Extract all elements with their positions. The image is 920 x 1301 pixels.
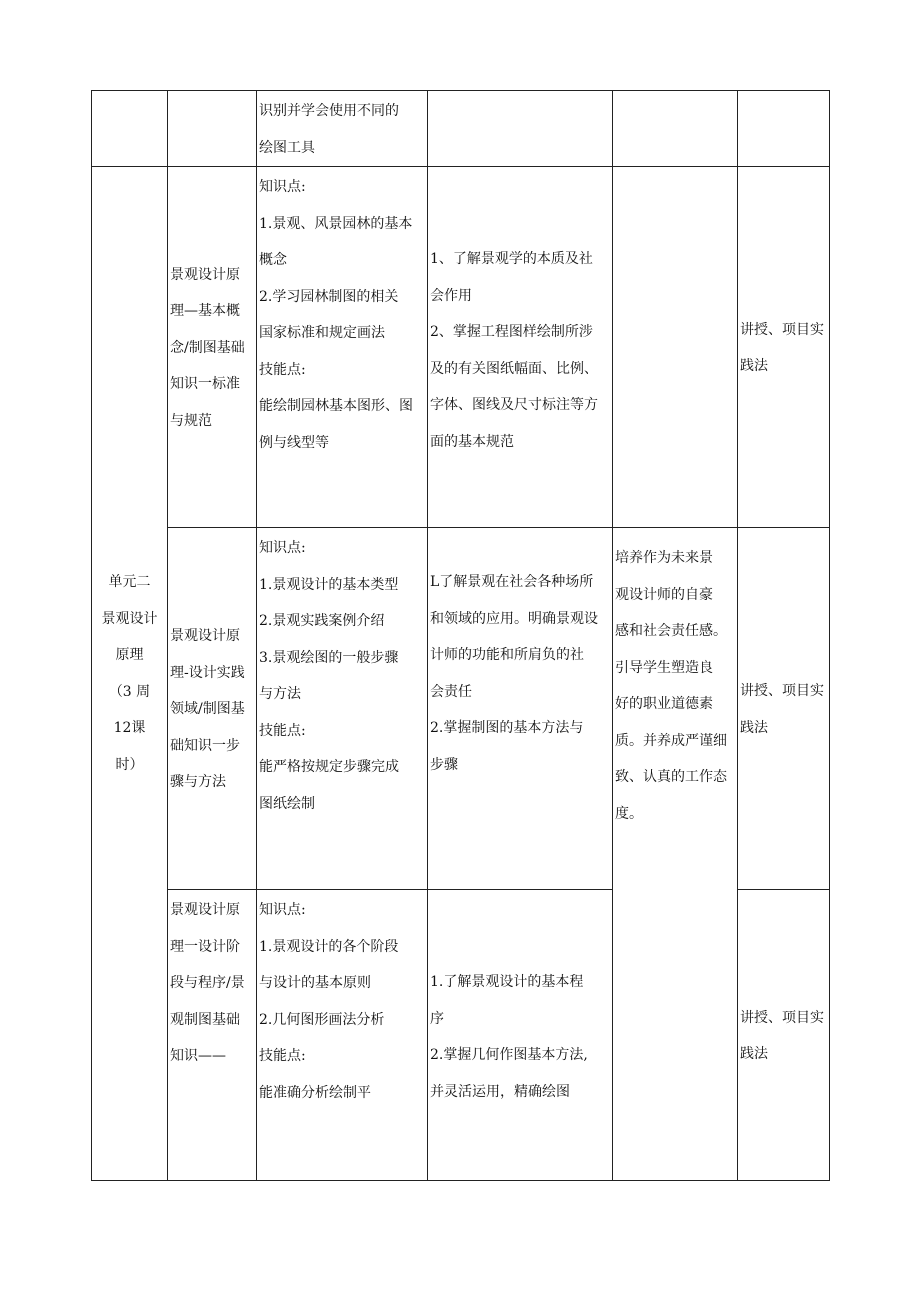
content-cell <box>257 91 428 167</box>
goal-cell <box>428 890 613 1181</box>
goal-cell <box>428 167 613 528</box>
topic-cell <box>168 167 257 528</box>
method-cell <box>738 528 830 890</box>
goal-text: 1、了解景观学的本质及社 会作用 2、掌握工程图样绘制所涉 及的有关图纸幅面、比例、 字体、图线及尺寸标注等方 面的基本规范 <box>430 251 598 450</box>
topic-cell <box>168 890 257 1181</box>
objective-text: 识别并学会使用不同的 绘图工具 <box>259 103 399 156</box>
table-row <box>92 528 830 890</box>
goal-text: L了解景观在社会各种场所 和领域的应用。明确景观设 计师的功能和所肩负的社 会责任 2.掌握制图的基本方法与 步骤 <box>430 574 598 773</box>
content-cell <box>257 167 428 528</box>
topic-cell-empty <box>168 91 257 167</box>
method-cell-empty <box>738 91 830 167</box>
unit-label: 单元二 景观设计 原理 （3 周 12课 时） <box>101 574 158 773</box>
method-cell <box>738 890 830 1181</box>
topic-text: 景观设计原 理-设计实践 领域/制图基 础知识一步 骤与方法 <box>170 628 245 791</box>
content-text: 知识点: 1.景观设计的基本类型 2.景观实践案例介绍 3.景观绘图的一般步骤 与方法 技能点: 能严格按规定步骤完成 图纸绘制 <box>259 540 399 812</box>
ideology-cell-empty <box>613 167 738 528</box>
ideology-text: 培养作为未来景 观设计师的自豪 感和社会责任感。 引导学生塑造良 好的职业道德素 质。并养成严谨细 致、认真的工作态 度。 <box>615 550 727 822</box>
method-text: 讲授、项目实 践法 <box>740 321 824 374</box>
goal-cell-empty <box>428 91 613 167</box>
ideology-cell <box>613 528 738 1181</box>
unit-cell-empty <box>92 91 168 167</box>
ideology-cell-empty <box>613 91 738 167</box>
topic-cell <box>168 528 257 890</box>
method-text: 讲授、项目实 践法 <box>740 683 824 736</box>
content-cell <box>257 528 428 890</box>
topic-text: 景观设计原 理一设计阶 段与程序/景 观制图基础 知识—— <box>170 902 245 1064</box>
goal-text: 1.了解景观设计的基本程 序 2.掌握几何作图基本方法, 并灵活运用，精确绘图 <box>430 974 588 1100</box>
method-cell <box>738 167 830 528</box>
table-row <box>92 167 830 528</box>
method-text: 讲授、项目实 践法 <box>740 1009 824 1062</box>
content-cell <box>257 890 428 1181</box>
syllabus-table <box>91 90 830 1181</box>
unit-cell <box>92 167 168 1181</box>
content-text: 知识点: 1.景观、风景园林的基本 概念 2.学习园林制图的相关 国家标准和规定画法 技能点: 能绘制园林基本图形、图 例与线型等 <box>259 179 413 451</box>
table-row <box>92 91 830 167</box>
topic-text: 景观设计原 理—基本概 念/制图基础 知识一标准 与规范 <box>170 266 245 429</box>
content-text: 知识点: 1.景观设计的各个阶段 与设计的基本原则 2.几何图形画法分析 技能点: 能准确分析绘制平 <box>259 902 399 1101</box>
goal-cell <box>428 528 613 890</box>
